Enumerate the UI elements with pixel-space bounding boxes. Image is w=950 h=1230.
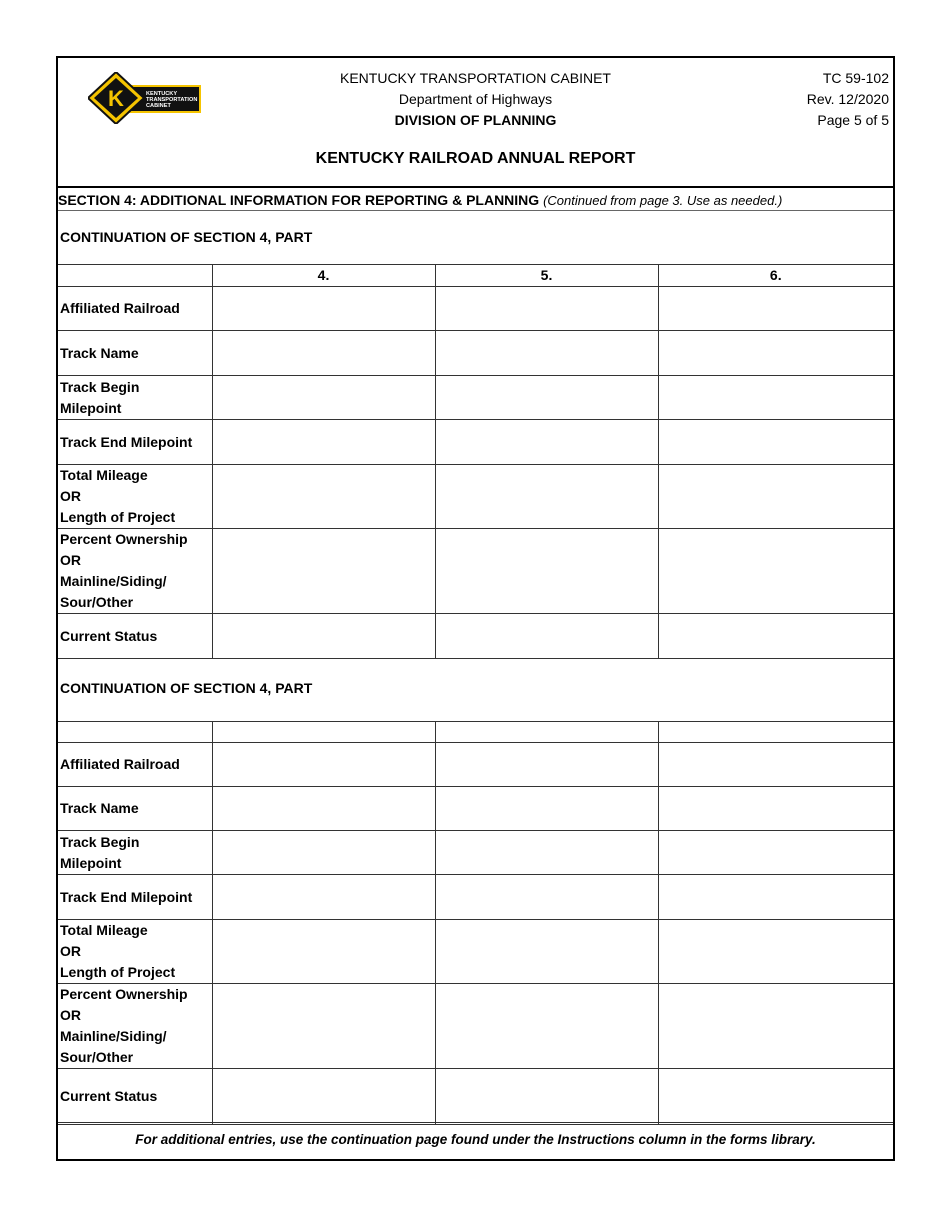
row-label-line: Track End Milepoint — [60, 433, 193, 450]
row-label — [58, 743, 212, 787]
report-title: KENTUCKY RAILROAD ANNUAL REPORT — [315, 150, 636, 167]
row-label-line: Total Mileage — [60, 922, 148, 938]
row-label-line: OR — [60, 1007, 81, 1023]
row-label-line: Affiliated Railroad — [60, 756, 180, 772]
row-label-line: Track End Milepoint — [60, 888, 193, 905]
row-label-line: Percent Ownership — [60, 986, 188, 1002]
entry-cell[interactable] — [435, 331, 658, 376]
table-row — [58, 875, 893, 920]
entry-cell[interactable] — [435, 875, 658, 920]
row-label-line: OR — [60, 488, 81, 504]
entry-cell[interactable] — [658, 614, 893, 659]
table-row — [58, 920, 893, 984]
row-label-line: Track Begin — [60, 378, 140, 395]
entry-cell[interactable] — [212, 831, 435, 875]
logo-text-line: KENTUCKY — [146, 91, 178, 97]
column-header: 6. — [658, 265, 893, 287]
entry-cell[interactable] — [658, 875, 893, 920]
form-id-block — [807, 68, 889, 131]
entry-cell[interactable] — [435, 787, 658, 831]
logo-letter: K — [108, 86, 124, 111]
row-label-line: Milepoint — [60, 399, 122, 416]
entry-cell[interactable] — [435, 984, 658, 1069]
row-label — [58, 331, 212, 376]
row-label — [58, 529, 212, 614]
agency-block — [58, 68, 893, 131]
entry-cell[interactable] — [658, 920, 893, 984]
row-label — [58, 984, 212, 1069]
table-row — [58, 376, 893, 420]
entry-cell[interactable] — [212, 287, 435, 331]
entry-cell[interactable] — [658, 1069, 893, 1125]
row-label — [58, 287, 212, 331]
entry-cell[interactable] — [435, 376, 658, 420]
table-row — [58, 614, 893, 659]
entry-cell[interactable] — [212, 529, 435, 614]
entry-cell[interactable] — [658, 831, 893, 875]
row-label-line: Sour/Other — [60, 1049, 134, 1065]
entry-cell[interactable] — [212, 331, 435, 376]
entry-cell[interactable] — [435, 831, 658, 875]
footer-note: For additional entries, use the continuation page found under the Instructions column in the forms library. — [58, 1122, 893, 1159]
row-label-line: OR — [60, 943, 81, 959]
logo-text-line: CABINET — [146, 103, 171, 109]
entry-cell[interactable] — [435, 614, 658, 659]
entry-cell[interactable] — [658, 787, 893, 831]
entry-cell[interactable] — [435, 287, 658, 331]
entry-cell[interactable] — [435, 1069, 658, 1125]
entry-cell[interactable] — [212, 465, 435, 529]
column-header — [435, 722, 658, 743]
table-row — [58, 420, 893, 465]
page-number: Page 5 of 5 — [817, 112, 889, 128]
entry-cell[interactable] — [658, 465, 893, 529]
row-label-line: Current Status — [60, 1088, 158, 1104]
entry-cell[interactable] — [435, 920, 658, 984]
row-label — [58, 875, 212, 920]
row-label — [58, 787, 212, 831]
row-label-line: Length of Project — [60, 964, 176, 980]
entry-cell[interactable] — [212, 1069, 435, 1125]
section-heading-note: (Continued from page 3. Use as needed.) — [543, 193, 783, 208]
header-corner-cell — [58, 265, 212, 287]
table-row — [58, 787, 893, 831]
row-label-line: Milepoint — [60, 854, 122, 871]
entry-cell[interactable] — [212, 875, 435, 920]
part1-table — [58, 264, 893, 659]
row-label — [58, 376, 212, 420]
table-row — [58, 465, 893, 529]
row-label-line: Length of Project — [60, 509, 176, 525]
entry-cell[interactable] — [435, 420, 658, 465]
table-row — [58, 1069, 893, 1125]
column-header — [212, 722, 435, 743]
entry-cell[interactable] — [212, 984, 435, 1069]
table-row — [58, 743, 893, 787]
column-header: 4. — [212, 265, 435, 287]
row-label — [58, 831, 212, 875]
entry-cell[interactable] — [658, 420, 893, 465]
row-label-line: Sour/Other — [60, 594, 134, 610]
table-row — [58, 287, 893, 331]
row-label-line: Track Name — [60, 344, 139, 361]
row-label-line: Affiliated Railroad — [60, 300, 180, 316]
part2-label: CONTINUATION OF SECTION 4, PART — [60, 680, 313, 696]
table-row — [58, 331, 893, 376]
logo-text-line: TRANSPORTATION — [146, 97, 198, 103]
row-label-line: Total Mileage — [60, 467, 148, 483]
entry-cell[interactable] — [212, 420, 435, 465]
entry-cell[interactable] — [212, 743, 435, 787]
row-label-line: Track Begin — [60, 833, 140, 850]
form-header — [58, 58, 893, 188]
division-name: DIVISION OF PLANNING — [394, 112, 557, 128]
table-row — [58, 831, 893, 875]
entry-cell[interactable] — [435, 743, 658, 787]
entry-cell[interactable] — [212, 376, 435, 420]
row-label-line: Mainline/Siding/ — [60, 1028, 167, 1044]
row-label — [58, 614, 212, 659]
department-name: Department of Highways — [398, 91, 553, 107]
row-label — [58, 420, 212, 465]
entry-cell[interactable] — [658, 287, 893, 331]
row-label — [58, 1069, 212, 1125]
entry-cell[interactable] — [658, 529, 893, 614]
form-revision: Rev. 12/2020 — [806, 91, 889, 107]
entry-cell[interactable] — [435, 465, 658, 529]
entry-cell[interactable] — [212, 920, 435, 984]
table-row — [58, 984, 893, 1069]
form-page — [56, 56, 895, 1161]
section-heading-text: SECTION 4: ADDITIONAL INFORMATION FOR REPORTING & PLANNING — [58, 192, 540, 208]
part2-table — [58, 721, 893, 1125]
entry-cell[interactable] — [658, 984, 893, 1069]
row-label-line: Track Name — [60, 800, 139, 816]
row-label-line: Mainline/Siding/ — [60, 573, 167, 589]
row-label-line: OR — [60, 552, 81, 568]
column-header — [658, 722, 893, 743]
agency-name: KENTUCKY TRANSPORTATION CABINET — [340, 70, 611, 86]
header-corner-cell — [58, 722, 212, 743]
entry-cell[interactable] — [658, 743, 893, 787]
entry-cell[interactable] — [212, 787, 435, 831]
row-label-line: Percent Ownership — [60, 531, 188, 547]
row-label-line: Current Status — [60, 627, 158, 644]
row-label — [58, 920, 212, 984]
form-number: TC 59-102 — [822, 70, 889, 86]
entry-cell[interactable] — [658, 331, 893, 376]
column-header: 5. — [435, 265, 658, 287]
section-heading — [58, 189, 893, 211]
entry-cell[interactable] — [435, 529, 658, 614]
entry-cell[interactable] — [212, 614, 435, 659]
row-label — [58, 465, 212, 529]
table-row — [58, 529, 893, 614]
entry-cell[interactable] — [658, 376, 893, 420]
part1-label: CONTINUATION OF SECTION 4, PART — [60, 229, 313, 245]
